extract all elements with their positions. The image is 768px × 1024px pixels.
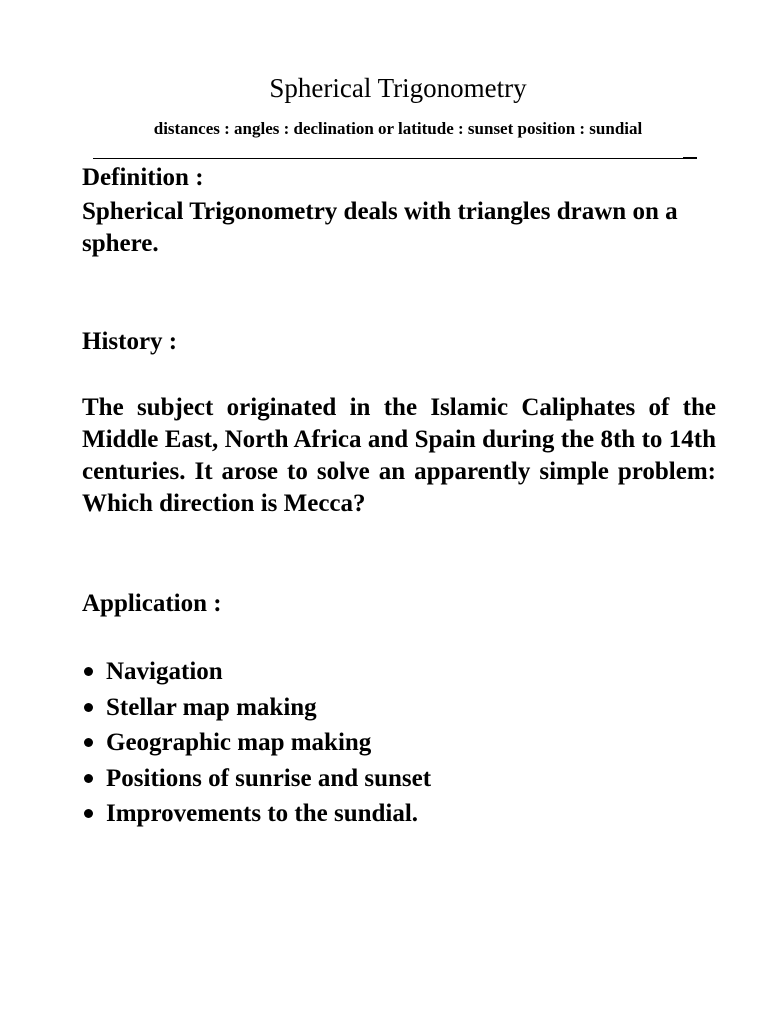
list-item-text: Improvements to the sundial.: [106, 800, 419, 827]
page-subtitle: distances : angles : declination or latitude : sunset position : sundial: [153, 119, 643, 138]
history-text: The subject originated in the Islamic Caliphates of the Middle East, North Africa and Spain during the 8th to 14th centuries. It arose to solve an apparently simple problem: Which direction is Mecca?: [82, 394, 716, 517]
bullet-icon: [84, 774, 93, 783]
list-item-text: Stellar map making: [106, 693, 317, 721]
application-heading: Application :: [82, 590, 222, 617]
title-divider: [93, 158, 697, 159]
list-item: [82, 725, 431, 761]
list-item: [82, 796, 431, 832]
page-title: Spherical Trigonometry: [269, 73, 527, 103]
definition-heading: Definition :: [82, 164, 204, 191]
list-item-text: Geographic map making: [106, 729, 372, 756]
bullet-icon: [84, 738, 93, 747]
definition-text: Spherical Trigonometry deals with triangles drawn on a sphere.: [82, 198, 678, 257]
title-divider-end: [683, 157, 697, 159]
list-item-text: Navigation: [106, 658, 223, 685]
history-heading: History :: [82, 328, 178, 355]
list-item: [82, 690, 431, 726]
list-item: [82, 654, 431, 690]
bullet-icon: [84, 703, 93, 712]
application-list: [82, 654, 431, 832]
bullet-icon: [84, 809, 93, 818]
list-item: [82, 761, 431, 797]
bullet-icon: [84, 667, 93, 676]
list-item-text: Positions of sunrise and sunset: [106, 764, 432, 792]
